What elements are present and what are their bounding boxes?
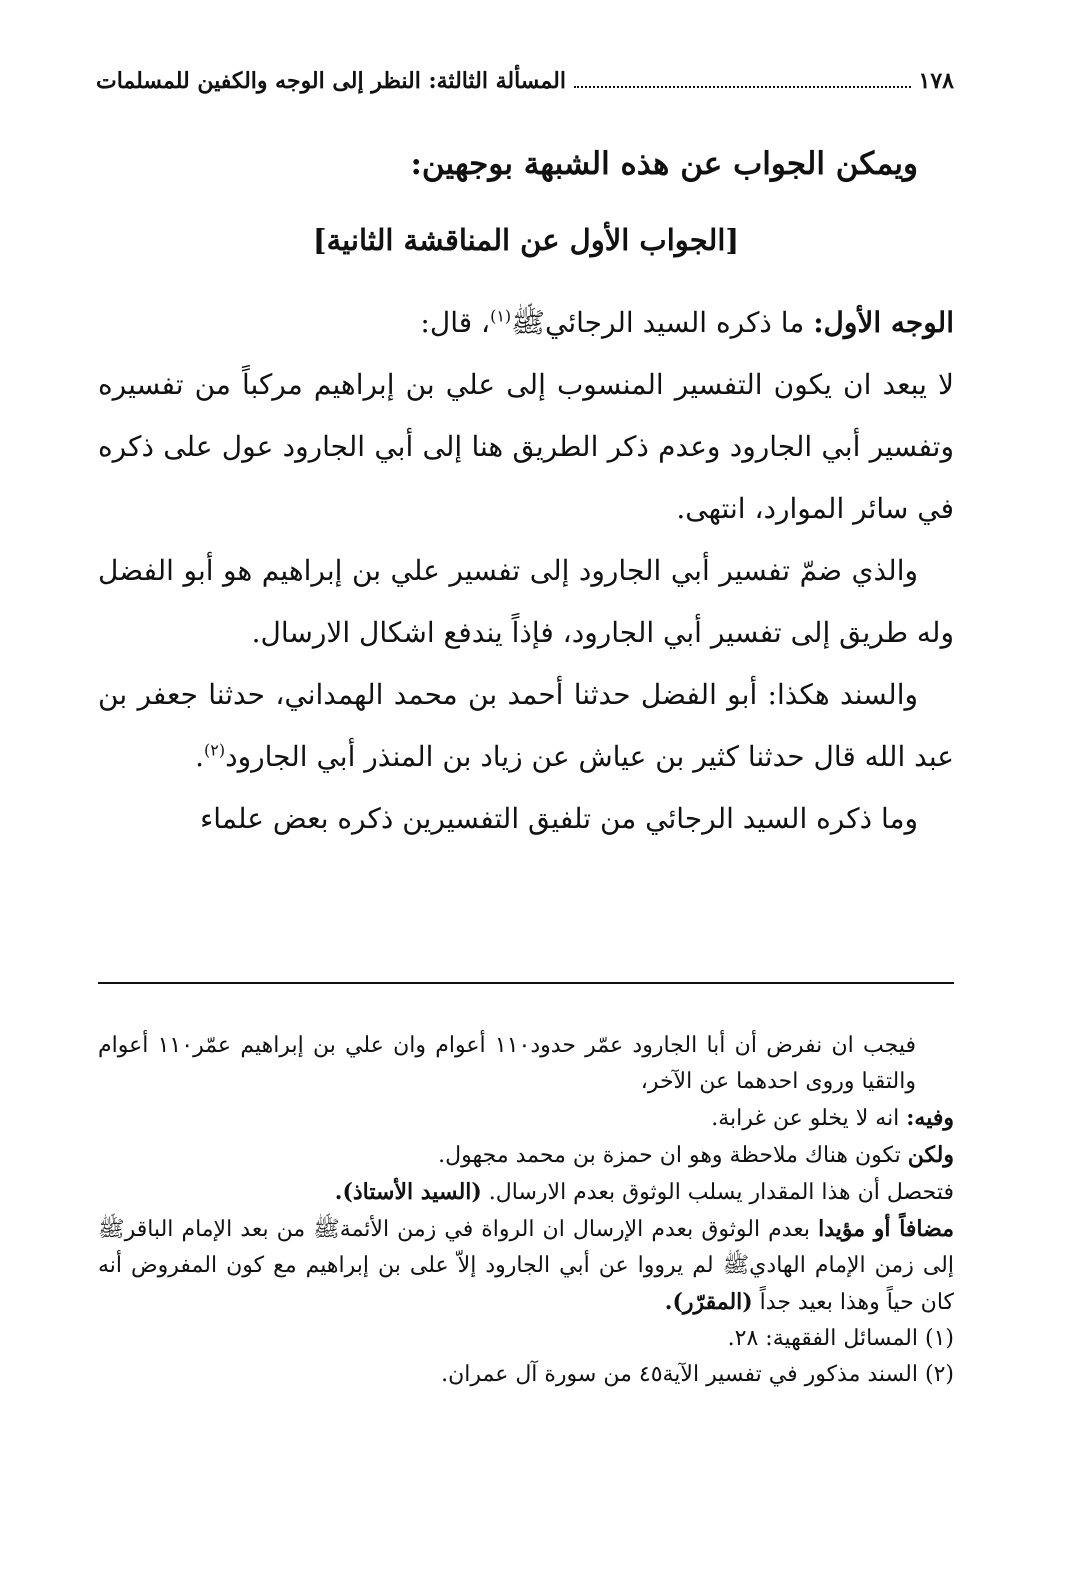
note-line-3 xyxy=(98,1137,954,1174)
note-4-text: فتحصل أن هذا المقدار يسلب الوثوق بعدم الارسال. xyxy=(481,1180,954,1205)
note-5-label: مضافاً أو مؤيدا xyxy=(818,1216,955,1242)
section-subheading: [الجواب الأول عن المناقشة الثانية] xyxy=(312,223,740,257)
paragraph-quote: لا يبعد ان يكون التفسير المنسوب إلى علي بن إبراهيم مركباً من تفسيره وتفسير أبي الجارود وعدم ذكر الطريق هنا إلى أبي الجارود عول على ذكره في سائر الموارد، انتهى. xyxy=(98,368,954,525)
note-3-label: ولكن xyxy=(907,1142,954,1168)
section-heading: ويمكن الجواب عن هذه الشبهة بوجهين: xyxy=(410,146,918,182)
note-line-5 xyxy=(98,1211,954,1321)
main-body xyxy=(98,292,954,850)
page-number: ١٧٨ xyxy=(918,68,954,94)
footnote-ref-1[interactable]: (١) xyxy=(490,306,512,326)
paragraph-chain xyxy=(98,664,954,788)
chain-tail: . xyxy=(195,740,205,773)
chain-text: والسند هكذا: أبو الفضل حدثنا أحمد بن محمد الهمداني، حدثنا جعفر بن عبد الله قال حدثنا كثير بن عياش عن زياد بن المنذر أبي الجارود xyxy=(98,678,954,773)
note-line-2 xyxy=(98,1100,954,1137)
paragraph-first-aspect xyxy=(98,292,954,354)
note-line-1: فيجب ان نفرض أن أبا الجارود عمّر حدود١١٠ أعوام وان علي بن إبراهيم عمّر١١٠ أعوام والتقيا وروى احدهما عن الآخر، xyxy=(98,1033,916,1094)
running-header xyxy=(96,52,954,92)
note-5-text: بعدم الوثوق بعدم الإرسال ان الرواة في زمن الأئمةﷺ من بعد الإمام الباقرﷺ إلى زمن الإمام الهاديﷺ لم يرووا عن أبي الجارود إلاّ على بن إبراهيم مع كون المفروض أنه كان حياً وهذا بعيد جداً xyxy=(98,1217,954,1315)
footnote-2: (٢) السند مذكور في تفسير الآية٤٥ من سورة آل عمران. xyxy=(441,1362,954,1387)
note-3-text: تكون هناك ملاحظة وهو ان حمزة بن محمد مجهول. xyxy=(438,1143,908,1168)
paragraph-combination: والذي ضمّ تفسير أبي الجارود إلى تفسير علي بن إبراهيم هو أبو الفضل وله طريق إلى تفسير أبي الجارود، فإذاً يندفع اشكال الارسال. xyxy=(98,554,954,649)
note-2-label: وفيه: xyxy=(906,1105,954,1131)
note-4-attribution: (السيد الأستاذ). xyxy=(334,1179,482,1205)
note-5-attribution: (المقرّر). xyxy=(664,1289,753,1315)
first-aspect-tail: ، قال: xyxy=(420,306,491,339)
first-aspect-label: الوجه الأول: xyxy=(813,306,954,339)
header-title: المسألة الثالثة: النظر إلى الوجه والكفين للمسلمات xyxy=(96,68,566,94)
footnote-divider xyxy=(98,982,954,984)
footnote-ref-2[interactable]: (٢) xyxy=(204,740,226,760)
footnotes-section xyxy=(98,1028,954,1393)
first-aspect-text: ما ذكره السيد الرجائيﷺ xyxy=(511,306,814,339)
paragraph-continuation: وما ذكره السيد الرجائي من تلفيق التفسيرين ذكره بعض علماء xyxy=(200,802,918,835)
note-line-4 xyxy=(98,1174,954,1211)
note-2-text: انه لا يخلو عن غرابة. xyxy=(711,1106,907,1131)
footnote-1: (١) المسائل الفقهية: ٢٨. xyxy=(727,1326,954,1351)
header-leader-dots xyxy=(574,85,911,88)
